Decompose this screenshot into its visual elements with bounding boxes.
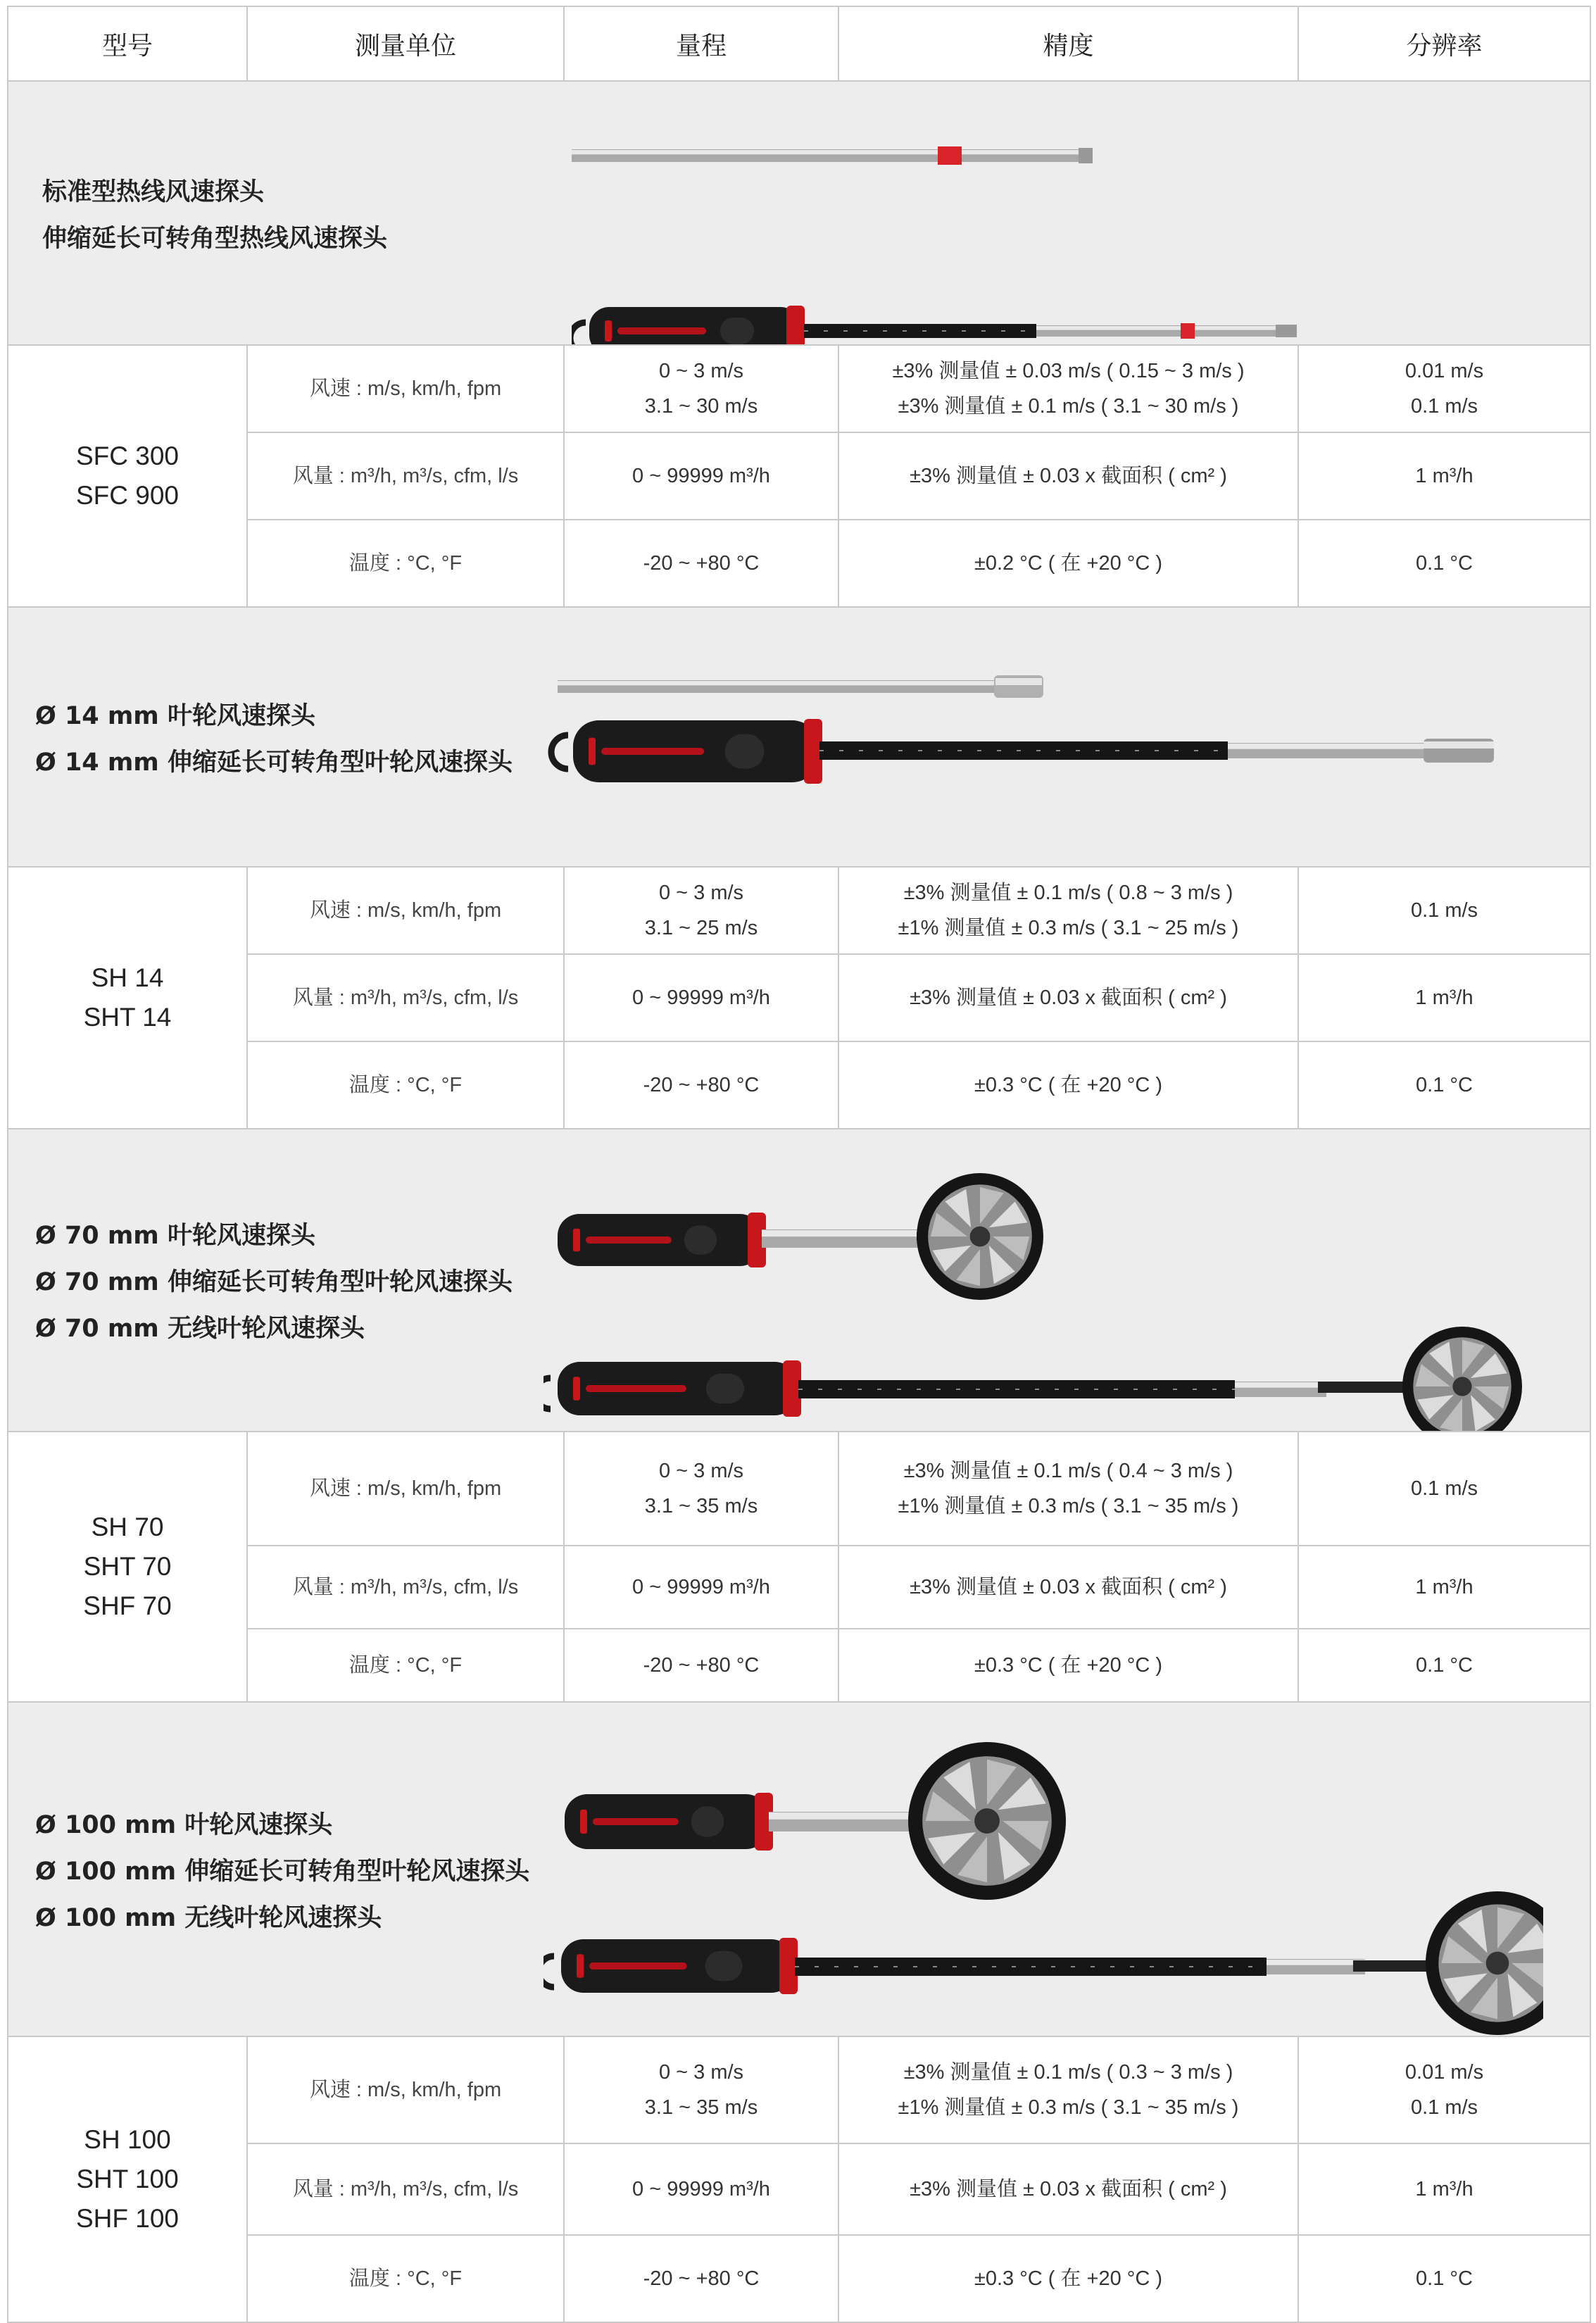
unit-cell: 风量 : m³/h, m³/s, cfm, l/s (247, 432, 564, 520)
resolution-cell (1298, 2036, 1590, 2143)
vane-wheel (917, 1173, 1043, 1300)
range-cell (564, 2235, 838, 2322)
product-name: Ø 14 mm 叶轮风速探头 (35, 701, 315, 730)
product-name: Ø 100 mm 伸缩延长可转角型叶轮风速探头 (35, 1857, 530, 1886)
range-cell (564, 520, 838, 607)
probe-handle (573, 719, 822, 784)
accuracy-cell (838, 2235, 1298, 2322)
model-cell (8, 345, 247, 607)
resolution-cell (1298, 345, 1590, 432)
accuracy-cell (838, 954, 1298, 1041)
range-value: 3.1 ~ 35 m/s (644, 1495, 758, 1517)
resolution-value: 0.1 m/s (1410, 2096, 1478, 2119)
accuracy-value: ±1% 测量值 ± 0.3 m/s ( 3.1 ~ 35 m/s ) (898, 2096, 1239, 2119)
unit-cell: 风量 : m³/h, m³/s, cfm, l/s (247, 954, 564, 1041)
resolution-cell (1298, 2143, 1590, 2235)
product-name: Ø 100 mm 无线叶轮风速探头 (35, 1903, 382, 1932)
product-name: Ø 70 mm 无线叶轮风速探头 (35, 1315, 365, 1343)
vane-wheel (1426, 1891, 1543, 2035)
accuracy-cell (838, 2143, 1298, 2235)
resolution-cell (1298, 954, 1590, 1041)
probe-handle (561, 1938, 798, 1994)
model-name: SFC 300 (75, 442, 179, 470)
product-names (35, 1129, 513, 1431)
unit-cell: 风量 : m³/h, m³/s, cfm, l/s (247, 2143, 564, 2235)
range-cell (564, 1546, 838, 1629)
unit-cell: 温度 : °C, °F (247, 520, 564, 607)
model-name: SHT 70 (83, 1552, 172, 1581)
accuracy-cell (838, 432, 1298, 520)
product-name: Ø 70 mm 伸缩延长可转角型叶轮风速探头 (35, 1268, 513, 1296)
resolution-value: 0.1 °C (1416, 1654, 1473, 1677)
range-value: 0 ~ 99999 m³/h (632, 465, 770, 487)
accuracy-cell (838, 2036, 1298, 2143)
range-cell (564, 867, 838, 954)
accuracy-value: ±1% 测量值 ± 0.3 m/s ( 3.1 ~ 35 m/s ) (898, 1495, 1239, 1517)
range-value: -20 ~ +80 °C (643, 1074, 760, 1096)
range-value: 3.1 ~ 30 m/s (644, 395, 758, 418)
probe-loop (543, 1956, 554, 1987)
model-name: SHT 100 (76, 2165, 179, 2193)
accuracy-value: ±3% 测量值 ± 0.03 x 截面积 ( cm² ) (910, 465, 1227, 487)
accuracy-cell (838, 1629, 1298, 1702)
resolution-value: 0.1 m/s (1410, 899, 1478, 922)
range-value: -20 ~ +80 °C (643, 552, 760, 575)
resolution-value: 0.1 °C (1416, 552, 1473, 575)
range-value: -20 ~ +80 °C (643, 2267, 760, 2290)
header-resolution: 分辨率 (1298, 6, 1590, 81)
product-row (8, 1129, 1590, 1432)
model-name: SHT 14 (83, 1003, 172, 1032)
vane-wheel (1402, 1327, 1522, 1431)
resolution-cell (1298, 867, 1590, 954)
product-banner (8, 607, 1590, 867)
model-cell (8, 1432, 247, 1702)
accuracy-cell (838, 1546, 1298, 1629)
accuracy-cell (838, 345, 1298, 432)
accuracy-value: ±0.2 °C ( 在 +20 °C ) (974, 552, 1163, 575)
range-cell (564, 954, 838, 1041)
probe-loop (572, 323, 586, 344)
accuracy-cell (838, 520, 1298, 607)
resolution-cell (1298, 2235, 1590, 2322)
resolution-cell (1298, 520, 1590, 607)
resolution-value: 1 m³/h (1415, 2178, 1474, 2200)
unit-cell: 风量 : m³/h, m³/s, cfm, l/s (247, 1546, 564, 1629)
product-names (35, 1703, 529, 2036)
model-cell (8, 2036, 247, 2322)
header-unit: 测量单位 (247, 6, 564, 81)
range-cell (564, 1041, 838, 1129)
accuracy-value: ±3% 测量值 ± 0.03 m/s ( 0.15 ~ 3 m/s ) (892, 360, 1245, 382)
range-value: 3.1 ~ 25 m/s (644, 917, 758, 939)
range-value: 3.1 ~ 35 m/s (644, 2096, 758, 2119)
resolution-value: 0.1 °C (1416, 1074, 1473, 1096)
header-row (8, 6, 1590, 81)
spec-row (8, 1432, 1590, 1546)
probe-handle (589, 306, 805, 344)
range-cell (564, 2036, 838, 2143)
product-banner (8, 81, 1590, 345)
accuracy-value: ±1% 测量值 ± 0.3 m/s ( 3.1 ~ 25 m/s ) (898, 917, 1239, 939)
accuracy-value: ±3% 测量值 ± 0.1 m/s ( 0.8 ~ 3 m/s ) (903, 882, 1233, 904)
unit-cell: 风速 : m/s, km/h, fpm (247, 2036, 564, 2143)
probe-handle (565, 1793, 773, 1851)
range-cell (564, 432, 838, 520)
probe-image (543, 1129, 1543, 1431)
resolution-cell (1298, 1432, 1590, 1546)
resolution-value: 0.1 m/s (1410, 1477, 1478, 1500)
resolution-cell (1298, 1629, 1590, 1702)
unit-cell: 温度 : °C, °F (247, 1041, 564, 1129)
product-row (8, 607, 1590, 867)
accuracy-value: ±3% 测量值 ± 0.1 m/s ( 3.1 ~ 30 m/s ) (898, 395, 1239, 418)
product-name: Ø 14 mm 伸缩延长可转角型叶轮风速探头 (35, 748, 513, 777)
range-value: 0 ~ 99999 m³/h (632, 1576, 770, 1598)
accuracy-value: ±3% 测量值 ± 0.03 x 截面积 ( cm² ) (910, 1576, 1227, 1598)
range-cell (564, 345, 838, 432)
range-value: 0 ~ 3 m/s (658, 1460, 744, 1482)
resolution-value: 1 m³/h (1415, 1576, 1474, 1598)
accuracy-cell (838, 1041, 1298, 1129)
spec-row (8, 2036, 1590, 2143)
range-cell (564, 1629, 838, 1702)
range-value: 0 ~ 3 m/s (658, 882, 744, 904)
product-banner (8, 1129, 1590, 1432)
unit-cell: 风速 : m/s, km/h, fpm (247, 867, 564, 954)
resolution-value: 0.01 m/s (1405, 360, 1484, 382)
unit-cell: 风速 : m/s, km/h, fpm (247, 1432, 564, 1546)
model-name: SHF 100 (75, 2204, 179, 2233)
range-value: 0 ~ 3 m/s (658, 2061, 744, 2084)
resolution-cell (1298, 1546, 1590, 1629)
range-cell (564, 2143, 838, 2235)
spec-row (8, 867, 1590, 954)
product-name: 标准型热线风速探头 (42, 177, 265, 206)
product-name: Ø 70 mm 叶轮风速探头 (35, 1222, 315, 1250)
probe-loop (543, 1378, 551, 1409)
product-row (8, 1702, 1590, 2036)
range-value: -20 ~ +80 °C (643, 1654, 760, 1677)
model-name: SH 70 (91, 1513, 164, 1541)
probe-handle (558, 1360, 801, 1417)
resolution-value: 0.1 °C (1416, 2267, 1473, 2290)
resolution-value: 1 m³/h (1415, 465, 1474, 487)
resolution-cell (1298, 1041, 1590, 1129)
unit-cell: 温度 : °C, °F (247, 1629, 564, 1702)
accuracy-value: ±3% 测量值 ± 0.03 x 截面积 ( cm² ) (910, 2178, 1227, 2200)
probe-image (572, 82, 1571, 344)
accuracy-value: ±0.3 °C ( 在 +20 °C ) (974, 2267, 1163, 2290)
product-name: 伸缩延长可转角型热线风速探头 (42, 224, 388, 253)
model-name: SH 14 (91, 963, 164, 992)
product-banner (8, 1702, 1590, 2036)
probe-image (543, 1703, 1543, 2036)
accuracy-value: ±3% 测量值 ± 0.03 x 截面积 ( cm² ) (910, 987, 1227, 1009)
resolution-value: 0.1 m/s (1410, 395, 1478, 418)
product-names (42, 82, 387, 344)
range-cell (564, 1432, 838, 1546)
unit-cell: 风速 : m/s, km/h, fpm (247, 345, 564, 432)
model-name: SFC 900 (75, 481, 179, 510)
range-value: 0 ~ 99999 m³/h (632, 987, 770, 1009)
resolution-cell (1298, 432, 1590, 520)
range-value: 0 ~ 99999 m³/h (632, 2178, 770, 2200)
accuracy-value: ±0.3 °C ( 在 +20 °C ) (974, 1654, 1163, 1677)
resolution-value: 0.01 m/s (1405, 2061, 1484, 2084)
unit-cell: 温度 : °C, °F (247, 2235, 564, 2322)
product-name: Ø 100 mm 叶轮风速探头 (35, 1810, 333, 1839)
model-name: SHF 70 (83, 1591, 172, 1620)
spec-row (8, 345, 1590, 432)
model-cell (8, 867, 247, 1129)
header-range: 量程 (564, 6, 838, 81)
spec-table (7, 6, 1591, 2323)
header-accuracy: 精度 (838, 6, 1298, 81)
vane-wheel (908, 1742, 1066, 1900)
accuracy-value: ±0.3 °C ( 在 +20 °C ) (974, 1074, 1163, 1096)
range-value: 0 ~ 3 m/s (658, 360, 744, 382)
accuracy-cell (838, 867, 1298, 954)
header-model: 型号 (8, 6, 247, 81)
accuracy-cell (838, 1432, 1298, 1546)
product-row (8, 81, 1590, 345)
product-names (35, 608, 513, 866)
resolution-value: 1 m³/h (1415, 987, 1474, 1009)
probe-image (543, 608, 1543, 866)
probe-loop (551, 735, 568, 769)
accuracy-value: ±3% 测量值 ± 0.1 m/s ( 0.3 ~ 3 m/s ) (903, 2061, 1233, 2084)
model-name: SH 100 (84, 2125, 171, 2154)
probe-handle (558, 1213, 766, 1267)
accuracy-value: ±3% 测量值 ± 0.1 m/s ( 0.4 ~ 3 m/s ) (903, 1460, 1233, 1482)
